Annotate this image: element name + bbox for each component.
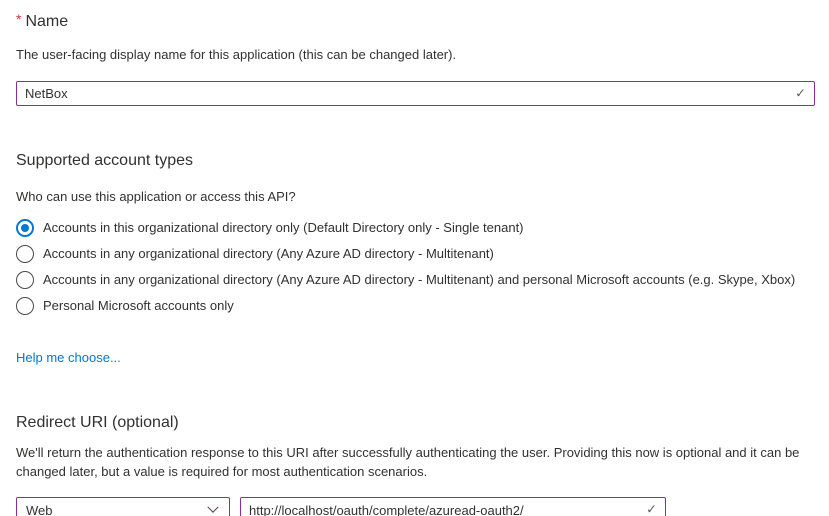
account-types-radio-group xyxy=(16,219,815,315)
redirect-uri-row xyxy=(16,497,815,516)
radio-button-icon xyxy=(16,297,34,315)
chevron-down-icon xyxy=(207,502,218,513)
name-input[interactable] xyxy=(16,81,815,106)
platform-dropdown[interactable] xyxy=(16,497,230,516)
account-types-section xyxy=(16,150,815,367)
redirect-uri-input[interactable] xyxy=(240,497,666,516)
name-description: The user-facing display name for this application (this can be changed later). xyxy=(16,47,457,62)
required-asterisk: * xyxy=(16,11,22,27)
account-types-title: Supported account types xyxy=(16,152,194,169)
radio-personal-only[interactable] xyxy=(16,297,815,315)
redirect-uri-section xyxy=(16,412,815,516)
redirect-uri-description: We'll return the authentication response to this URI after successfully authenticating the user. Providing this now is optional and it can be changed later, but a value is required for most authentication scenarios. xyxy=(16,445,800,479)
radio-button-icon xyxy=(16,245,34,263)
radio-button-icon xyxy=(16,219,34,237)
account-types-question: Who can use this application or access this API? xyxy=(16,189,296,204)
radio-dot xyxy=(21,224,29,232)
radio-multitenant-personal[interactable] xyxy=(16,271,815,289)
valid-check-icon: ✓ xyxy=(646,501,657,516)
name-label: Name xyxy=(25,13,69,30)
radio-multitenant[interactable] xyxy=(16,245,815,263)
help-me-choose-link[interactable]: Help me choose... xyxy=(16,350,121,365)
radio-label: Personal Microsoft accounts only xyxy=(43,298,234,313)
redirect-uri-textfield xyxy=(240,497,666,516)
redirect-uri-title: Redirect URI (optional) xyxy=(16,414,179,431)
name-textfield xyxy=(16,81,815,106)
radio-label: Accounts in this organizational directory only (Default Directory only - Single tenant) xyxy=(43,220,524,235)
radio-button-icon xyxy=(16,271,34,289)
valid-check-icon: ✓ xyxy=(795,85,806,101)
radio-label: Accounts in any organizational directory (Any Azure AD directory - Multitenant) xyxy=(43,246,494,261)
radio-single-tenant[interactable] xyxy=(16,219,815,237)
radio-label: Accounts in any organizational directory (Any Azure AD directory - Multitenant) and personal Microsoft accounts (e.g. Skype, Xbox) xyxy=(43,272,796,287)
platform-dropdown-value: Web xyxy=(26,502,53,516)
name-section-title xyxy=(16,10,815,33)
